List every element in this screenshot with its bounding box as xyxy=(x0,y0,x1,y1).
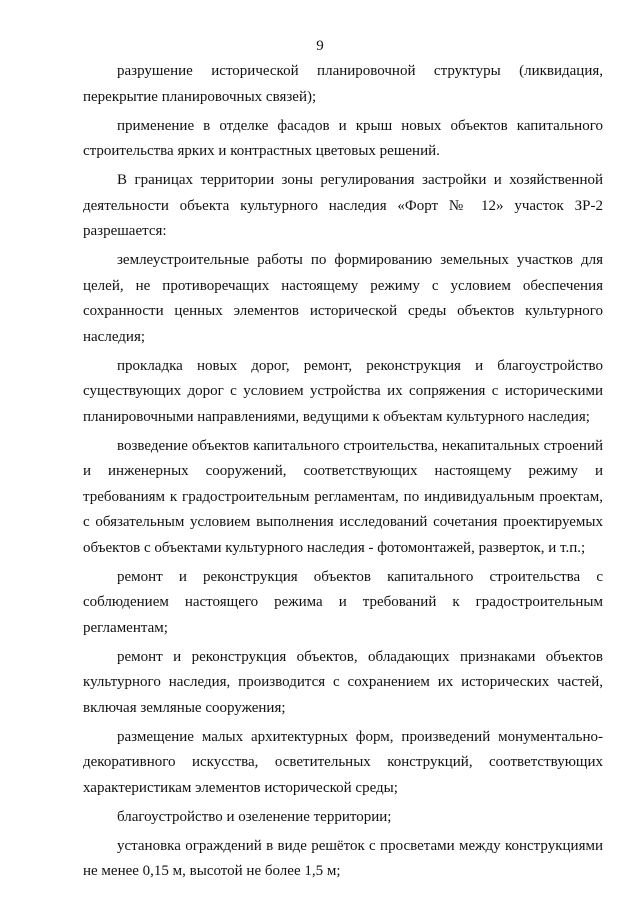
paragraph-5: прокладка новых дорог, ремонт, реконструкция и благоустройство существующих дорог с условием устройства их сопряжения с историческими планировочными направлениями, ведущими к объектам культурного наследия; xyxy=(83,357,603,425)
paragraph-6: возведение объектов капитального строительства, некапитальных строений и инженерных сооружений, соответствующих настоящему режиму и требованиям к градостроительным регламентам, по индивидуальным проектам, с обязательным условием выполнения исследований сочетания проектируемых объектов с объектами культурного наследия - фотомонтажей, разверток, и т.п.; xyxy=(83,437,603,556)
paragraph-2: применение в отделке фасадов и крыш новых объектов капитального строительства ярких и контрастных цветовых решений. xyxy=(83,117,603,159)
paragraph-9: размещение малых архитектурных форм, произведений монументально-декоративного искусства, осветительных конструкций, соответствующих характеристикам элементов исторической среды; xyxy=(83,728,603,796)
paragraph-3: В границах территории зоны регулирования застройки и хозяйственной деятельности объекта культурного наследия «Форт № 12» участок ЗР-2 разрешается: xyxy=(83,172,603,239)
paragraph-8: ремонт и реконструкция объектов, обладающих признаками объектов культурного наследия, производится с сохранением их исторических частей, включая земляные сооружения; xyxy=(83,648,603,716)
paragraph-7: ремонт и реконструкция объектов капитального строительства с соблюдением настоящего режима и требований к градостроительным регламентам; xyxy=(83,568,603,636)
paragraph-10: благоустройство и озеленение территории; xyxy=(117,808,392,825)
paragraph-1: разрушение исторической планировочной структуры (ликвидация, перекрытие планировочных связей); xyxy=(83,63,603,105)
paragraph-4: землеустроительные работы по формированию земельных участков для целей, не противоречащих настоящему режиму с условием обеспечения сохранности ценных элементов исторической среды объектов культурного наследия; xyxy=(83,252,603,345)
paragraph-11: установка ограждений в виде решёток с просветами между конструкциями не менее 0,15 м, высотой не более 1,5 м; xyxy=(83,837,603,879)
document-body xyxy=(83,59,603,888)
page-number: 9 xyxy=(316,38,324,54)
